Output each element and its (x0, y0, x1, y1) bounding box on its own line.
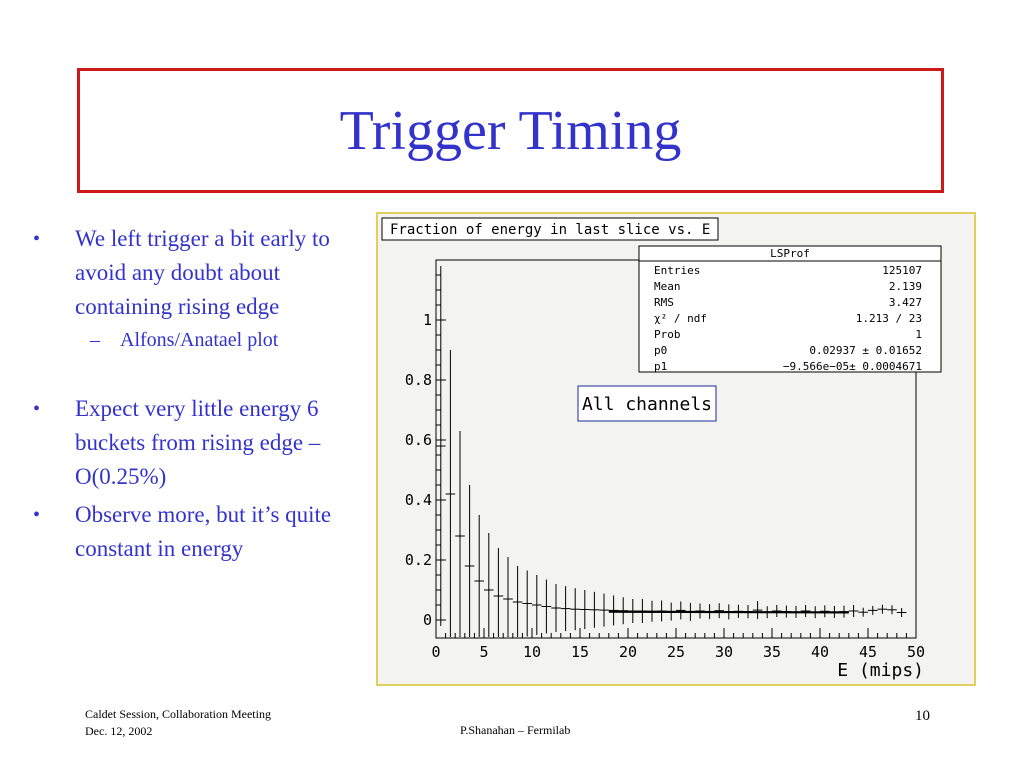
y-tick-label: 0.8 (404, 371, 432, 389)
annotation-label: All channels (581, 394, 713, 415)
stats-name: LSProf (770, 247, 810, 260)
x-tick-label: 35 (762, 643, 782, 661)
x-tick-label: 30 (714, 643, 734, 661)
bullet-item (30, 222, 360, 324)
footer-date: Dec. 12, 2002 (85, 724, 153, 738)
bullet-item (30, 498, 360, 566)
bullet-text: Observe more, but it’s quite constant in energy (75, 502, 332, 561)
y-tick-label: 1 (422, 311, 432, 329)
stats-label: Entries (654, 264, 701, 277)
x-axis-label: E (mips) (837, 660, 924, 681)
plot-frame (376, 212, 976, 686)
x-tick-label: 10 (522, 643, 542, 661)
stats-value: −9.566e−05± 0.0004671 (782, 360, 922, 373)
slide-title: Trigger Timing (339, 99, 682, 162)
stats-value: 125107 (882, 264, 922, 277)
stats-label: p1 (654, 360, 668, 373)
footer-event: Caldet Session, Collaboration Meeting (85, 707, 271, 721)
y-tick-label: 0 (422, 611, 432, 629)
x-tick-label: 5 (479, 643, 489, 661)
page-number: 10 (915, 708, 930, 724)
stats-label: Mean (654, 280, 681, 293)
profile-chart (378, 214, 974, 684)
bullet-text: We left trigger a bit early to avoid any doubt about containing rising edge (75, 226, 330, 319)
x-tick-label: 45 (858, 643, 878, 661)
sub-bullet-item (30, 326, 360, 354)
stats-value: 2.139 (888, 280, 922, 293)
bullet-item (30, 392, 360, 494)
sub-bullet-marker: – (90, 329, 100, 351)
x-tick-label: 25 (666, 643, 686, 661)
stats-label: χ² / ndf (654, 312, 707, 325)
stats-value: 3.427 (888, 296, 922, 309)
bullet-list (30, 222, 360, 566)
stats-label: p0 (654, 344, 668, 357)
x-tick-label: 0 (431, 643, 441, 661)
sub-bullet-text: Alfons/Anatael plot (120, 329, 279, 351)
y-tick-label: 0.4 (404, 491, 432, 509)
stats-label: Prob (654, 328, 681, 341)
x-tick-label: 15 (570, 643, 590, 661)
title-frame (77, 68, 944, 193)
y-tick-label: 0.2 (404, 551, 432, 569)
x-tick-label: 20 (618, 643, 638, 661)
x-tick-label: 40 (810, 643, 830, 661)
footer-left (85, 706, 271, 740)
stats-value: 0.02937 ± 0.01652 (809, 344, 922, 357)
stats-label: RMS (654, 296, 674, 309)
chart-title: Fraction of energy in last slice vs. E (390, 222, 711, 238)
bullet-text: Expect very little energy 6 buckets from rising edge – O(0.25%) (75, 396, 321, 489)
footer-author: P.Shanahan – Fermilab (460, 723, 571, 737)
bullet-marker: • (33, 504, 41, 526)
x-tick-label: 50 (906, 643, 926, 661)
stats-value: 1 (915, 328, 922, 341)
stats-value: 1.213 / 23 (855, 312, 922, 325)
stats-box (639, 246, 941, 373)
bullet-marker: • (33, 228, 41, 250)
y-tick-label: 0.6 (404, 431, 432, 449)
fit-line (609, 612, 849, 613)
bullet-marker: • (33, 398, 41, 420)
